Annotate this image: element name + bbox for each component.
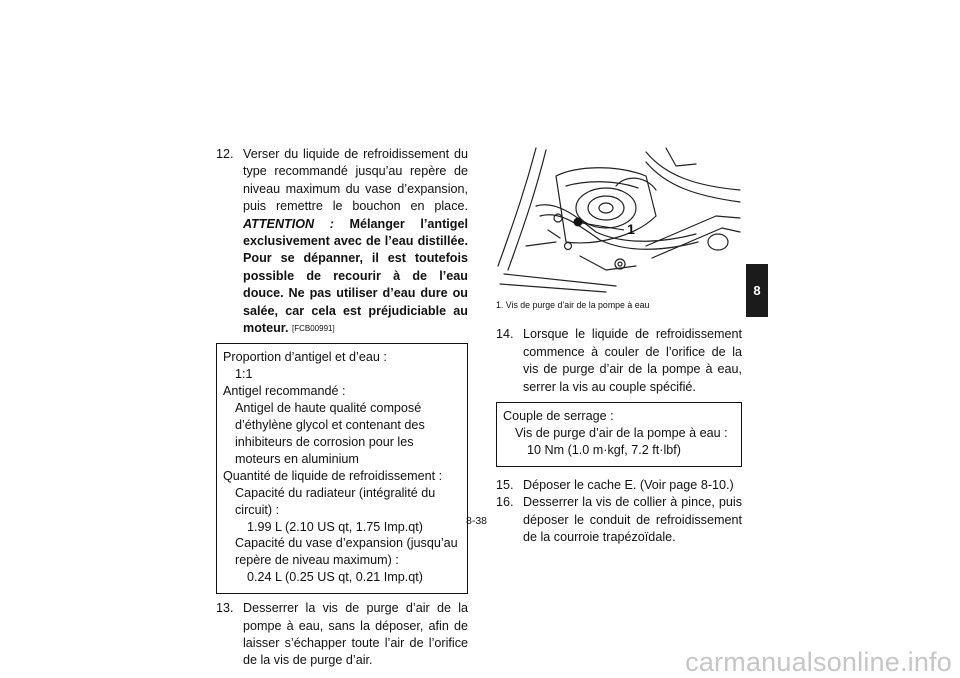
spec-line: 0.24 L (0.25 US qt, 0.21 Imp.qt) [247, 570, 423, 585]
step-number: 15. [496, 477, 514, 492]
page-number: 8-38 [466, 515, 488, 527]
step-number: 13. [216, 601, 234, 616]
step-text: Lorsque le liquide de refroidissement commence à couler de l’orifice de la vis de purge d’air de la pompe à eau, serrer la vis au couple spécifié. [523, 327, 742, 394]
step-12 [216, 146, 468, 337]
right-column [496, 146, 742, 546]
watermark: carmanualsonline.info [685, 647, 952, 677]
spec-line: 1:1 [235, 367, 253, 382]
coolant-spec-box [216, 343, 468, 594]
reference-code: [FCB00991] [292, 324, 335, 334]
spec-line: Proportion d’antigel et d’eau : [223, 350, 387, 365]
chapter-tab: 8 [746, 264, 768, 317]
spec-line: Quantité de liquide de refroidissement : [223, 468, 443, 483]
spec-line: 10 Nm (1.0 m·kgf, 7.2 ft·lbf) [527, 442, 681, 457]
water-pump-figure [496, 146, 742, 294]
spec-line: 1.99 L (2.10 US qt, 1.75 Imp.qt) [247, 519, 423, 534]
attention-label: ATTENTION : [243, 216, 334, 231]
spec-line: Couple de serrage : [503, 409, 614, 424]
spec-line: Antigel de haute qualité composé d’éthylène glycol et contenant des inhibiteurs de corrosion pour les moteurs en aluminium [235, 401, 425, 466]
step-text: Verser du liquide de refroidissement du type recommandé jusqu’au repère de niveau maximum du vase d’expansion, puis remettre le bouchon en place. [243, 147, 468, 214]
step-15 [496, 477, 742, 494]
spec-line: Capacité du vase d’expansion (jusqu’au repère de niveau maximum) : [235, 536, 458, 568]
engine-line-drawing [496, 146, 742, 294]
step-14 [496, 326, 742, 396]
step-number: 14. [496, 327, 514, 342]
spec-line: Antigel recommandé : [223, 384, 346, 399]
step-13 [216, 600, 468, 670]
spec-line: Capacité du radiateur (intégralité du circuit) : [235, 485, 436, 517]
figure-caption: 1. Vis de purge d’air de la pompe à eau [496, 300, 650, 310]
attention-text: Mélanger l’antigel exclusivement avec de l’eau distillée. Pour se dépanner, il est toutefois possible de recourir à de l’eau douce. Ne pas utiliser d’eau dure ou salée, car cela est préjudiciable au moteur. [243, 216, 469, 336]
step-number: 16. [496, 495, 514, 510]
step-16 [496, 494, 742, 546]
spec-line: Vis de purge d’air de la pompe à eau : [515, 425, 728, 440]
step-text: Desserrer la vis de collier à pince, puis déposer le conduit de refroidissement de la courroie trapézoïdale. [523, 495, 742, 544]
step-text: Desserrer la vis de purge d’air de la pompe à eau, sans la déposer, afin de laisser s’échapper toute l’air de l’orifice de la vis de purge d’air. [243, 601, 468, 668]
step-text: Déposer le cache E. (Voir page 8-10.) [523, 477, 734, 492]
left-column [216, 146, 468, 670]
step-number: 12. [216, 147, 234, 161]
figure-callout: 1 [627, 221, 635, 237]
bleed-screw-marker [574, 218, 583, 227]
torque-spec-box [496, 402, 742, 467]
